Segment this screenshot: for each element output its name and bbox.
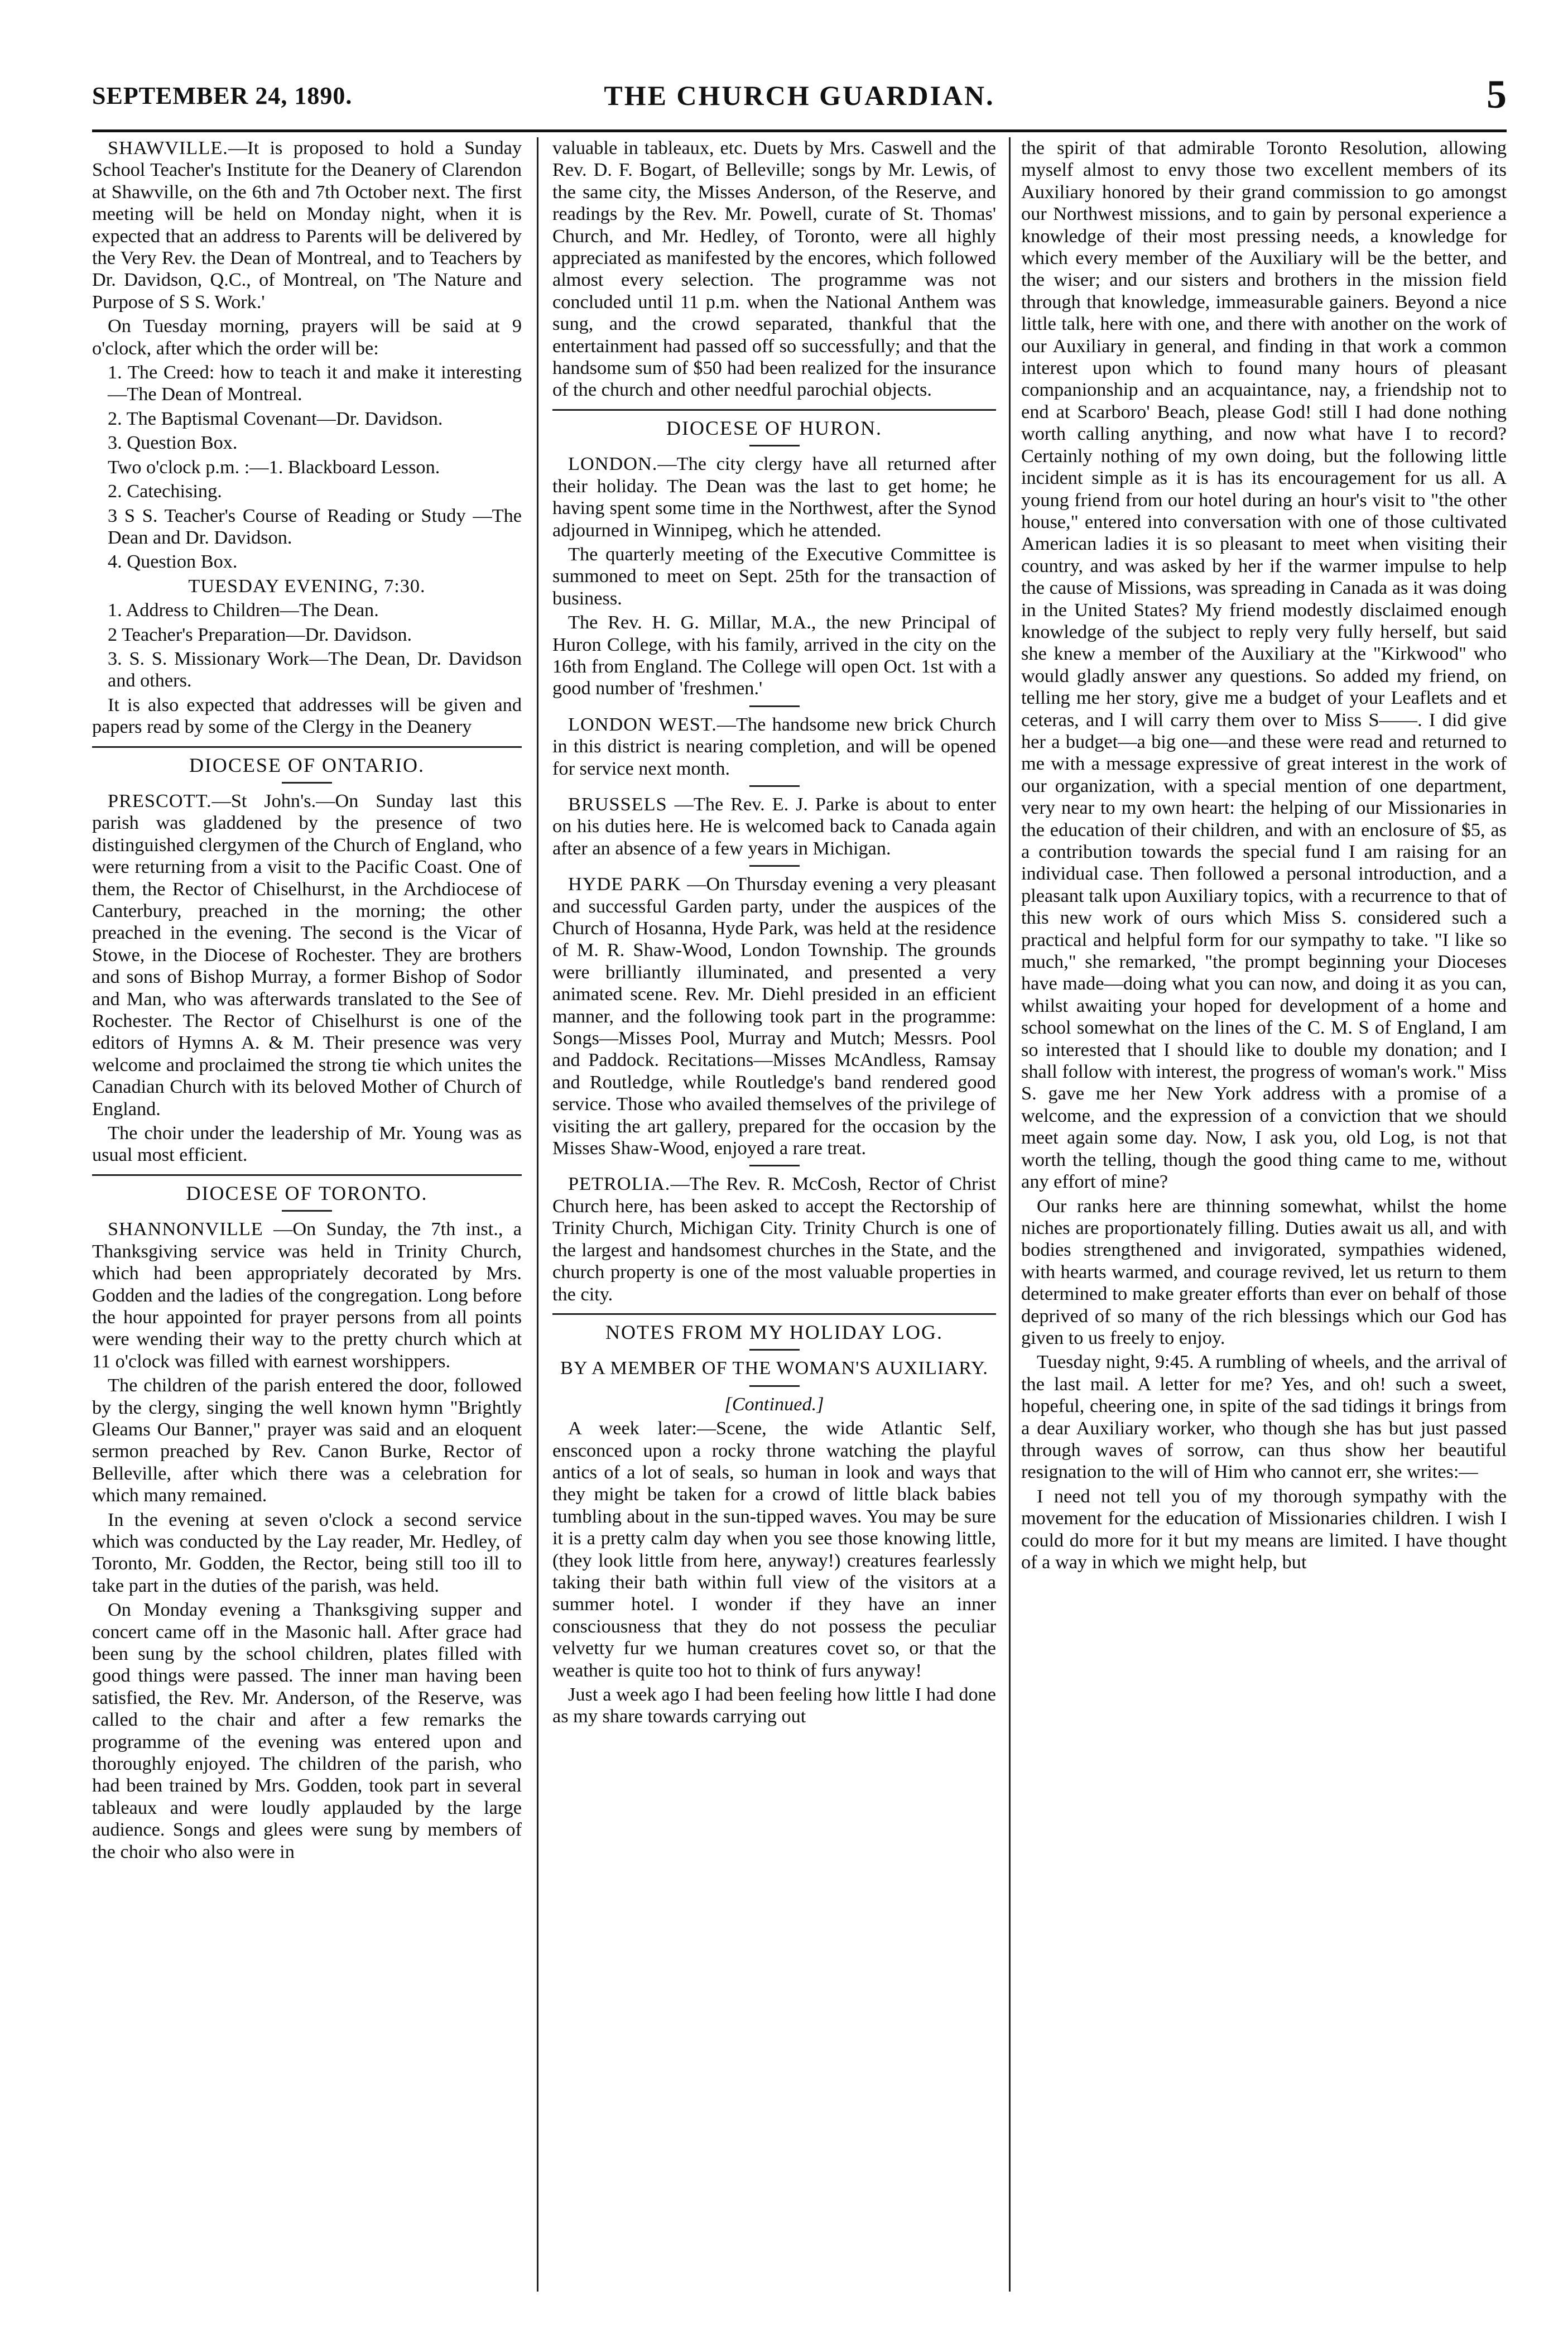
article-rule <box>749 705 800 707</box>
list-item: 1. Address to Children—The Dean. <box>108 599 379 621</box>
dateline: LONDON. <box>568 453 658 475</box>
section-heading: DIOCESE OF HURON. <box>666 416 883 439</box>
page-header <box>92 71 1507 127</box>
paragraph: —It is proposed to hold a Sunday School Teacher's Institute for the Deanery of Clarendon at Shawville, on the 6th and 7th October next. The first meeting will be held on Monday night, when it is expected that an address to Parents will be delivered by the Very Rev. the Dean of Montreal, and to Teachers by Dr. Davidson, Q.C., of Montreal, on 'The Nature and Purpose of S S. Work.' <box>92 137 522 313</box>
paragraph: The Rev. H. G. Millar, M.A., the new Principal of Huron College, with his family, arrived in the city on the 16th from England. The College will open Oct. 1st with a good number of 'freshmen.' <box>552 612 996 699</box>
paragraph: It is also expected that addresses will be given and papers read by some of the Clergy in the Deanery <box>92 694 522 738</box>
subheading: TUESDAY EVENING, 7:30. <box>188 575 426 597</box>
article-brussels <box>552 794 996 859</box>
article-shawville <box>92 137 522 313</box>
paragraph: —St John's.—On Sunday last this parish was gladdened by the presence of two distinguished clergymen of the Church of England, who were returning from a visit to the Pacific Coast. One of them, the Rector of Chiselhurst, in the Archdiocese of Canterbury, preached in the morning; the other preached in the evening. The second is the Vicar of Stowe, in the Diocese of Rochester. They are brothers and sons of Bishop Murray, a former Bishop of Sodor and Man, who was afterwards translated to the See of Rochester. The Rector of Chiselhurst is one of the editors of Hymns A. & M. Their presence was very welcome and proclaimed the strong tie which unites the Canadian Church with its beloved Mother of Church of England. <box>92 790 522 1120</box>
paragraph: Tuesday night, 9:45. A rumbling of wheels, and the arrival of the last mail. A letter for me? Yes, and oh! such a sweet, hopeful, cheering one, in spite of the sad tidings it brings from a dear Auxiliary worker, who though she has but just passed through waves of sorrow, can thus show her beautiful resignation to the will of Him who cannot err, she writes:— <box>1021 1351 1507 1483</box>
dateline: SHAWVILLE. <box>108 137 228 159</box>
article-rule <box>749 785 800 787</box>
article-prescott <box>92 790 522 1120</box>
column-divider <box>537 137 538 2292</box>
list-item: 2. The Baptismal Covenant—Dr. Davidson. <box>108 407 443 429</box>
article-shannonville <box>92 1218 522 1372</box>
list-item: 4. Question Box. <box>108 551 238 573</box>
dateline: LONDON WEST. <box>568 713 717 735</box>
section-rule <box>552 409 996 411</box>
paragraph: Just a week ago I had been feeling how little I had done as my share towards carrying out <box>552 1684 996 1727</box>
article-hyde-park <box>552 873 996 1159</box>
section-heading: DIOCESE OF ONTARIO. <box>189 753 425 776</box>
header-rule <box>92 129 1507 132</box>
paragraph: The choir under the leadership of Mr. Young was as usual most efficient. <box>92 1122 522 1166</box>
paragraph: On Tuesday morning, prayers will be said at 9 o'clock, after which the order will be: <box>92 315 522 359</box>
section-rule <box>92 1174 522 1176</box>
paragraph: —On Thursday evening a very pleasant and successful Garden party, under the auspices of the Church of Hosanna, Hyde Park, was held at the residence of M. R. Shaw-Wood, London Township. The grounds were brilliantly illuminated, and presented a very animated scene. Rev. Mr. Diehl presided in an efficient manner, and the following took part in the programme: Songs—Misses Pool, Murray and Mutch; Messrs. Pool and Paddock. Recitations—Misses McAndless, Ramsay and Routledge, while Routledge's band rendered good service. Those who availed themselves of the privilege of visiting the art gallery, prepared for the occasion by the Misses Shaw-Wood, enjoyed a rare treat. <box>552 873 996 1159</box>
column-3 <box>1021 137 1507 2292</box>
newspaper-title: THE CHURCH GUARDIAN. <box>604 80 995 111</box>
dateline: PRESCOTT. <box>108 790 212 811</box>
list-item: 2 Teacher's Preparation—Dr. Davidson. <box>108 623 412 645</box>
section-heading: DIOCESE OF TORONTO. <box>186 1181 428 1204</box>
section-heading: NOTES FROM MY HOLIDAY LOG. <box>605 1320 944 1343</box>
paragraph: —On Sunday, the 7th inst., a Thanksgiving service was held in Trinity Church, which had been appropriately decorated by Mrs. Godden and the ladies of the congregation. Long before the hour appointed for prayer persons from all points were wending their way to the pretty church which at 11 o'clock was filled with earnest worshippers. <box>92 1218 522 1372</box>
section-rule <box>552 1313 996 1315</box>
list-item: 3. Question Box. <box>108 432 238 454</box>
heading-rule <box>749 445 800 446</box>
heading-rule <box>749 1385 800 1387</box>
list-item: Two o'clock p.m. :—1. Blackboard Lesson. <box>108 456 440 478</box>
article-london <box>552 453 996 541</box>
column-2 <box>552 137 996 2292</box>
article-london-west <box>552 714 996 780</box>
paragraph: Our ranks here are thinning somewhat, whilst the home niches are proportionately filling. Duties await us all, and with bodies strengthened and invigorated, sympathies widened, with hearts warmed, and courage revived, let us return to them determined to make greater efforts than ever on behalf of those deprived of so many of the rich blessings which our God has given to us freely to enjoy. <box>1021 1195 1507 1348</box>
article-rule <box>749 1165 800 1166</box>
section-rule <box>92 746 522 748</box>
heading-rule <box>749 1349 800 1351</box>
article-petrolia <box>552 1173 996 1305</box>
list-item: 3. S. S. Missionary Work—The Dean, Dr. Davidson and others. <box>108 647 522 691</box>
paragraph: The children of the parish entered the door, followed by the clergy, singing the well known hymn "Brightly Gleams Our Banner," prayer was said and an eloquent sermon preached by Rev. Canon Burke, Rector of Belleville, after which there was a celebration for which many remained. <box>92 1375 522 1506</box>
list-item: 3 S S. Teacher's Course of Reading or Study —The Dean and Dr. Davidson. <box>108 505 522 548</box>
page-number: 5 <box>1487 72 1507 117</box>
paragraph: valuable in tableaux, etc. Duets by Mrs. Caswell and the Rev. D. F. Bogart, of Belleville; songs by Mr. Lewis, of the same city, the Misses Anderson, of the Reserve, and readings by the Rev. Mr. Powell, curate of St. Thomas' Church, and Mr. Hedley, of Toronto, were all highly appreciated as manifested by the encores, which followed almost every selection. The programme was not concluded until 11 p.m. when the National Anthem was sung, and the crowd separated, thankful that the entertainment had passed off so successfully; and that the handsome sum of $50 had been realized for the insurance of the church and other needful parochial objects. <box>552 137 996 401</box>
paragraph: I need not tell you of my thorough sympathy with the movement for the education of Missionaries children. I wish I could do more for it but my means are limited. I have thought of a way in which we might help, but <box>1021 1485 1507 1573</box>
paragraph: —The Rev. R. McCosh, Rector of Christ Church here, has been asked to accept the Rectorship of Trinity Church, Michigan City. Trinity Church is one of the largest and handsomest churches in the State, and the church property is one of the most valuable properties in the city. <box>552 1173 996 1305</box>
paragraph: —The city clergy have all returned after their holiday. The Dean was the last to get home; he having spent some time in the Northwest, after the Synod adjourned in Winnipeg, which he attended. <box>552 453 996 541</box>
paragraph: On Monday evening a Thanksgiving supper and concert came off in the Masonic hall. After grace had been sung by the school children, plates filled with good things were passed. The inner man having been satisfied, the Rev. Mr. Anderson, of the Reserve, was called to the chair and after a few remarks the programme of the evening was entered upon and thoroughly enjoyed. The children of the parish, who had been trained by Mrs. Godden, took part in several tableaux and were loudly applauded by the large audience. Songs and glees were sung by members of the choir who also were in <box>92 1599 522 1862</box>
paragraph: —The Rev. E. J. Parke is about to enter on his duties here. He is welcomed back to Canada again after an absence of a few years in Michigan. <box>552 793 996 859</box>
header-date: SEPTEMBER 24, 1890. <box>92 82 353 109</box>
list-item: 2. Catechising. <box>108 481 222 502</box>
paragraph: The quarterly meeting of the Executive Committee is summoned to meet on Sept. 25th for the transaction of business. <box>552 543 996 609</box>
dateline: PETROLIA. <box>568 1173 671 1195</box>
dateline: SHANNONVILLE <box>108 1218 263 1240</box>
column-divider <box>1009 137 1011 2292</box>
heading-rule <box>282 782 332 784</box>
heading-rule <box>282 1210 332 1212</box>
list-item: 1. The Creed: how to teach it and make it interesting—The Dean of Montreal. <box>108 362 522 405</box>
byline: BY A MEMBER OF THE WOMAN'S AUXILIARY. <box>560 1357 988 1379</box>
paragraph: —The handsome new brick Church in this district is nearing completion, and will be opened for service next month. <box>552 713 996 779</box>
paragraph: A week later:—Scene, the wide Atlantic Self, ensconced upon a rocky throne watching the playful antics of a lot of seals, so human in look and ways that they might be taken for a crowd of little black babies tumbling about in the sun-tipped waves. You may be sure it is a pretty calm day when you see those knowing little, (they look little from here, anyway!) creatures fearlessly taking their bath within full view of the visitors at a summer hotel. I wonder if they have an inner consciousness that they do not possess the peculiar velvetty fur we human creatures covet so, or that the weather is quite too hot to think of furs anyway! <box>552 1418 996 1681</box>
column-1 <box>92 137 522 2292</box>
continued-note: [Continued.] <box>724 1393 824 1415</box>
dateline: HYDE PARK <box>568 873 681 895</box>
article-rule <box>749 865 800 867</box>
dateline: BRUSSELS <box>568 793 667 815</box>
paragraph: In the evening at seven o'clock a second service which was conducted by the Lay reader, Mr. Hedley, of Toronto, Mr. Godden, the Rector, being still too ill to take part in the duties of the parish, was held. <box>92 1509 522 1596</box>
paragraph: the spirit of that admirable Toronto Resolution, allowing myself almost to envy those two excellent members of its Auxiliary honored by their grand commission to go amongst our Northwest missions, and to gain by personal experience a knowledge of their most pressing needs, a knowledge for which every member of the Auxiliary will be the better, and the wiser; and our sisters and brothers in the mission field through that knowledge, immeasurable gainers. Beyond a nice little talk, here with one, and there with another on the work of our Auxiliary in general, and finding in that work a common interest upon which to found many hours of pleasant companionship and an acquaintance, nay, a friendship not to end at Scarboro' Beach, please God! still I had done nothing worth calling anything, and now what have I to record? Certainly nothing of my own doing, but the following little incident simple as it is has its encouragement for us all. A young friend from our hotel during an hour's visit to "the other house," entered into conversation with one of those cultivated American ladies it is so pleasant to meet when visiting their country, and was asked by her if the warmer impulse to help the cause of Missions, was spreading in Canada as it was doing in the United States? My friend modestly disclaimed enough knowledge of the subject to reply very fully herself, but said she knew a member of the Auxiliary at the "Kirkwood" who would gladly answer any questions. So added my friend, on telling me her story, give me a budget of your Leaflets and et ceteras, and I will carry them over to Miss S——. I did give her a budget—a big one—and these were read and returned to me with a message expressive of great interest in the work of our organization, with a special mention of one department, very near to my own heart: the helping of our Missionaries in the education of their children, and with an enclosure of $5, as a contribution towards the special fund I am raising for an individual case. Then followed a personal introduction, and a pleasant talk upon Auxiliary topics, with a recurrence to that of this new work of ours which Miss S. considered such a practical and helpful form for our sympathy to take. "I like so much," she remarked, "the prompt beginning your Dioceses have made—doing what you can now, and doing it as you can, whilst awaiting your hoped for development of a home and school somewhat on the lines of the C. M. S of England, I am so interested that I should like to double my donation; and I shall follow with interest, the progress of woman's work." Miss S. gave me her New York address with a promise of a welcome, and the expression of a conviction that we should meet again some day. Now, I ask you, old Log, is not that worth the telling, though the good thing came to me, without any effort of mine? <box>1021 137 1507 1193</box>
